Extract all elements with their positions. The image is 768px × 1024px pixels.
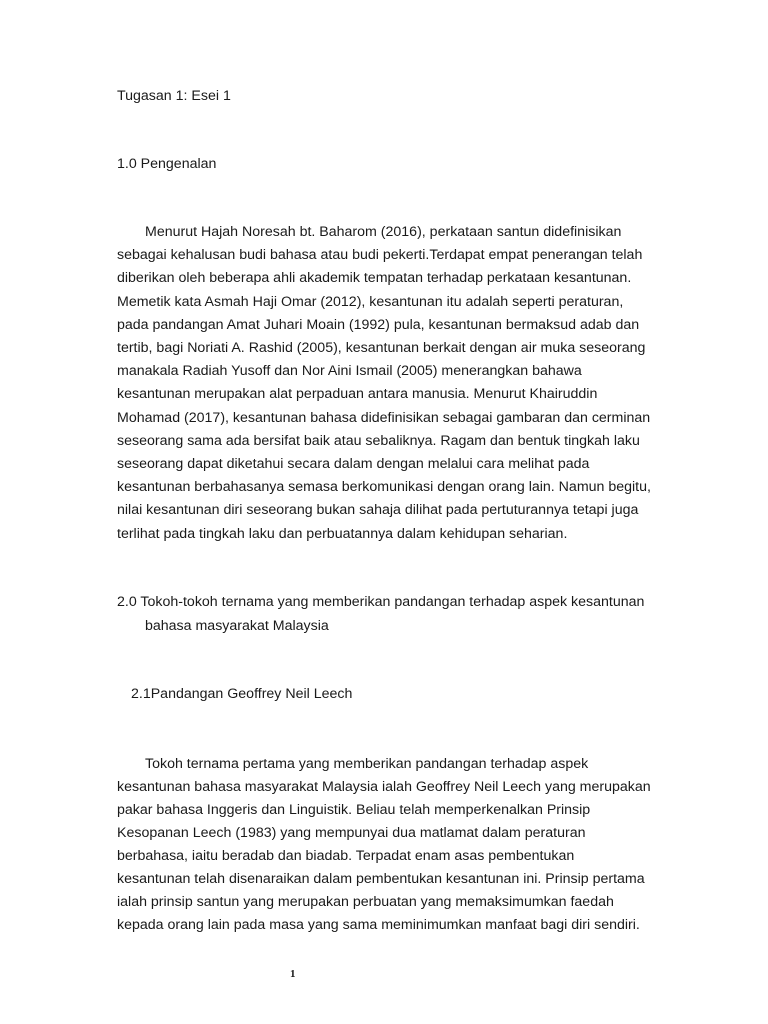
paragraph-line: Kesopanan Leech (1983) yang mempunyai dua matlamat dalam peraturan bbox=[117, 825, 586, 841]
paragraph-line: nilai kesantunan diri seseorang bukan sahaja dilihat pada pertuturannya tetapi juga bbox=[117, 502, 639, 518]
paragraph-line: kesantunan telah disenaraikan dalam pembentukan kesantunan ini. Prinsip pertama bbox=[117, 871, 645, 887]
paragraph-line: manakala Radiah Yusoff dan Nor Aini Ismail (2005) menerangkan bahawa bbox=[117, 363, 582, 379]
paragraph-line: berbahasa, iaitu beradab dan biadab. Terpadat enam asas pembentukan bbox=[117, 848, 575, 864]
paragraph-line: Menurut Hajah Noresah bt. Baharom (2016), perkataan santun didefinisikan bbox=[145, 224, 622, 240]
paragraph-line: pada pandangan Amat Juhari Moain (1992) pula, kesantunan bermaksud adab dan bbox=[117, 317, 640, 333]
page-number: 1 bbox=[290, 968, 296, 980]
paragraph-line: terlihat pada tingkah laku dan perbuatannya dalam kehidupan seharian. bbox=[117, 526, 568, 542]
assignment-title: Tugasan 1: Esei 1 bbox=[117, 88, 231, 104]
paragraph-line: Tokoh ternama pertama yang memberikan pandangan terhadap aspek bbox=[145, 756, 589, 772]
paragraph-line: kesantunan berbahasanya semasa berkomunikasi dengan orang lain. Namun begitu, bbox=[117, 479, 651, 495]
paragraph-line: kepada orang lain pada masa yang sama meminimumkan manfaat bagi diri sendiri. bbox=[117, 917, 640, 933]
paragraph-line: tertib, bagi Noriati A. Rashid (2005), kesantunan berkait dengan air muka seseorang bbox=[117, 340, 646, 356]
subsection-heading-leech: 2.1Pandangan Geoffrey Neil Leech bbox=[131, 686, 353, 702]
paragraph-line: pakar bahasa Inggeris dan Linguistik. Beliau telah memperkenalkan Prinsip bbox=[117, 802, 591, 818]
paragraph-line: ialah prinsip santun yang merupakan perbuatan yang memaksimumkan faedah bbox=[117, 894, 614, 910]
section-heading-pengenalan: 1.0 Pengenalan bbox=[117, 156, 217, 172]
paragraph-line: sebagai kehalusan budi bahasa atau budi pekerti.Terdapat empat penerangan telah bbox=[117, 247, 643, 263]
paragraph-line: kesantunan merupakan alat perpaduan antara manusia. Menurut Khairuddin bbox=[117, 386, 598, 402]
paragraph-line: Mohamad (2017), kesantunan bahasa didefinisikan sebagai gambaran dan cerminan bbox=[117, 410, 651, 426]
paragraph-line: seseorang dapat diketahui secara dalam dengan melalui cara melihat pada bbox=[117, 456, 590, 472]
paragraph-line: Memetik kata Asmah Haji Omar (2012), kesantunan itu adalah seperti peraturan, bbox=[117, 294, 624, 310]
heading-line: 2.0 Tokoh-tokoh ternama yang memberikan pandangan terhadap aspek kesantunan bbox=[117, 594, 645, 610]
paragraph-line: kesantunan bahasa masyarakat Malaysia ialah Geoffrey Neil Leech yang merupakan bbox=[117, 779, 651, 795]
paragraph-line: diberikan oleh beberapa ahli akademik tempatan terhadap perkataan kesantunan. bbox=[117, 270, 632, 286]
heading-line: bahasa masyarakat Malaysia bbox=[145, 618, 329, 634]
paragraph-line: seseorang sama ada bersifat baik atau sebaliknya. Ragam dan bentuk tingkah laku bbox=[117, 433, 640, 449]
